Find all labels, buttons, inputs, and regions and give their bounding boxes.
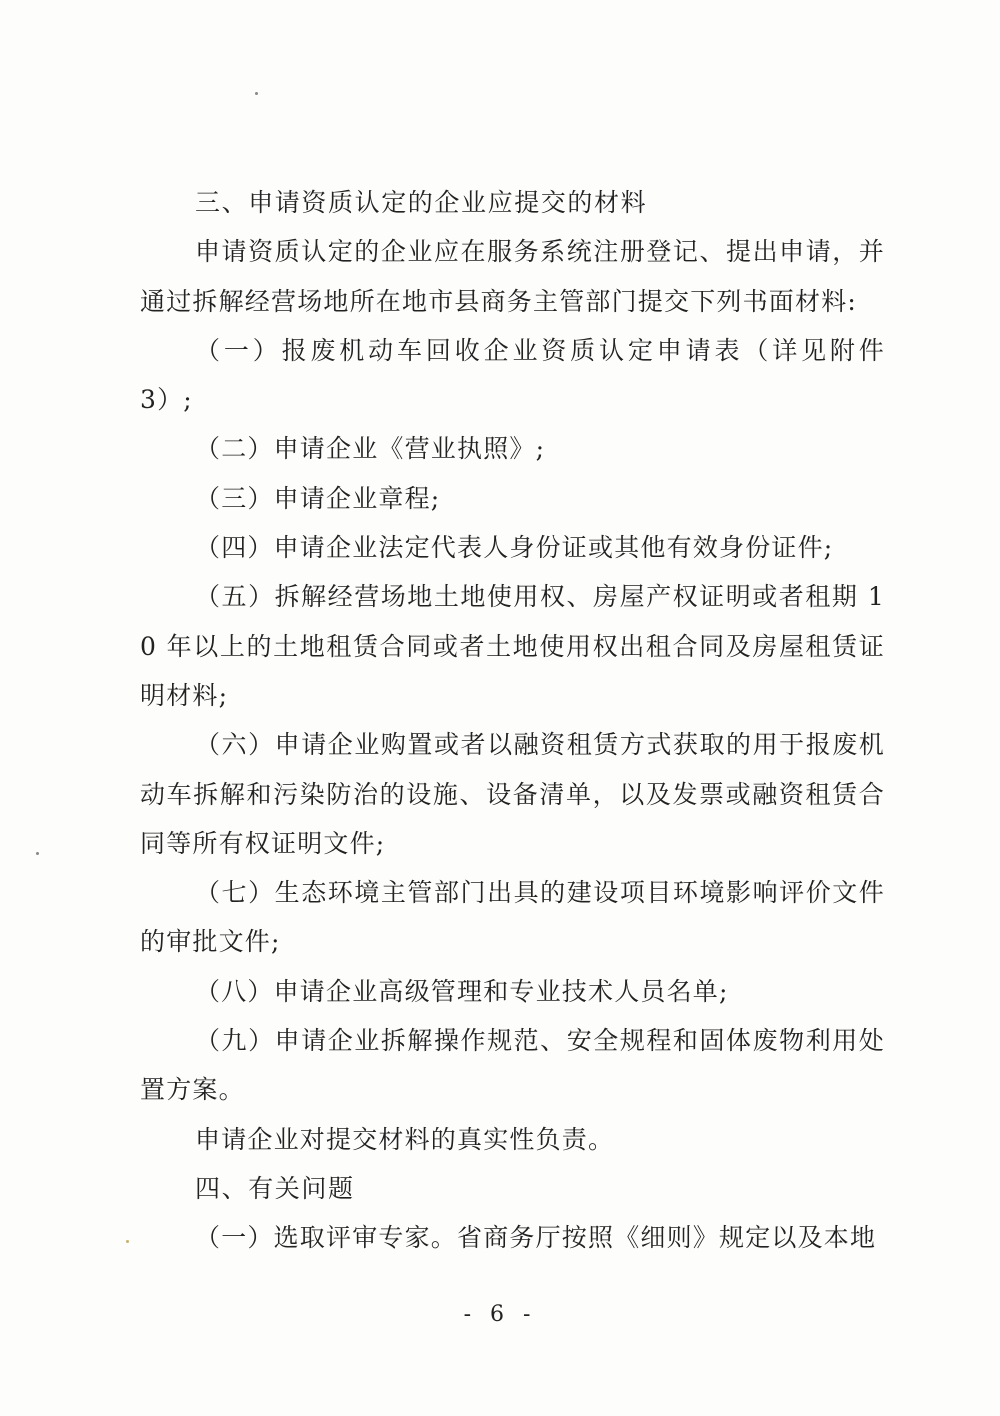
scan-speck: [126, 1240, 129, 1243]
page-number: - 6 -: [463, 1302, 537, 1327]
list-item: （三）申请企业章程;: [195, 483, 441, 513]
paragraph: 申请企业对提交材料的真实性负责。: [195, 1124, 615, 1154]
scan-speck: [36, 852, 39, 855]
paragraph: 申请资质认定的企业应在服务系统注册登记、提出申请，并通过拆解经营场地所在地市县商务主管部门提交下列书面材料:: [140, 237, 885, 316]
document-body: [140, 178, 885, 1263]
list-item: （一）选取评审专家。省商务厅按照《细则》规定以及本地: [195, 1223, 877, 1253]
list-item: （二）申请企业《营业执照》;: [195, 434, 546, 464]
list-item: （八）申请企业高级管理和专业技术人员名单;: [195, 976, 729, 1006]
list-item: （四）申请企业法定代表人身份证或其他有效身份证件;: [195, 533, 834, 563]
section-heading: 三、申请资质认定的企业应提交的材料: [195, 188, 648, 217]
list-item: （五）拆解经营场地土地使用权、房屋产权证明或者租期 10 年以上的土地租赁合同或者土地使用权出租合同及房屋租赁证明材料;: [140, 582, 885, 710]
section-heading: 四、有关问题: [195, 1173, 355, 1203]
scan-speck: [255, 92, 258, 95]
list-item: （九）申请企业拆解操作规范、安全规程和固体废物利用处置方案。: [140, 1026, 885, 1105]
list-item: （一）报废机动车回收企业资质认定申请表（详见附件 3）;: [140, 335, 885, 415]
list-item: （六）申请企业购置或者以融资租赁方式获取的用于报废机动车拆解和污染防治的设施、设备清单，以及发票或融资租赁合同等所有权证明文件;: [140, 730, 885, 858]
list-item: （七）生态环境主管部门出具的建设项目环境影响评价文件的审批文件;: [140, 878, 885, 957]
